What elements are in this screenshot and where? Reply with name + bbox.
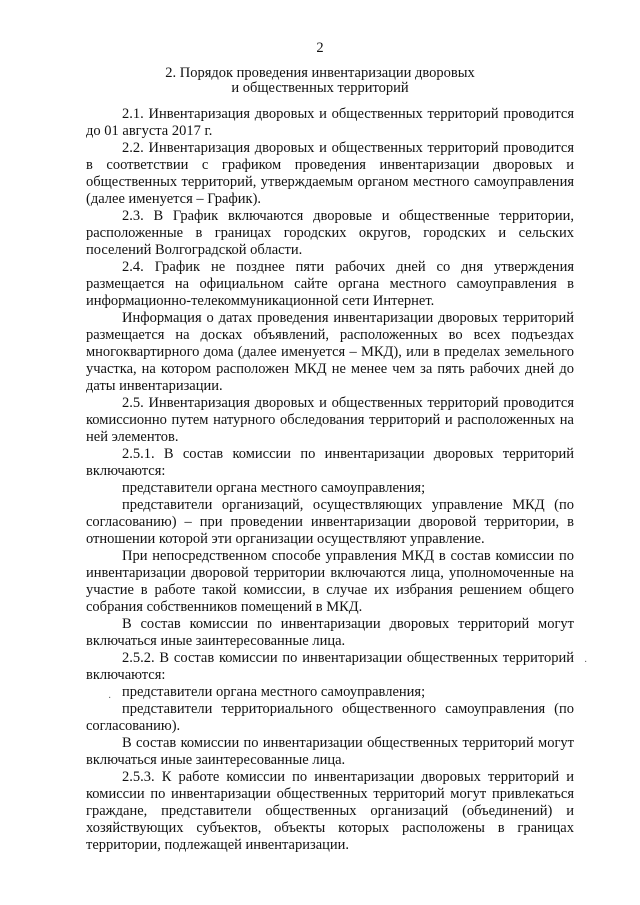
list-item-local-government: представители органа местного самоуправления; [122,480,426,496]
list-item-management-orgs: представители организаций, осуществляющих управление МКД (по согласованию) – при проведении инвентаризации дворовой территории, в отношении которой эти организации осуществляют управление. [86,497,574,547]
paragraph-2-2: 2.2. Инвентаризация дворовых и общественных территорий проводится в соответствии с графиком проведения инвентаризации дворовых и общественных территорий, утверждаемым органом местного самоуправления (далее именуется – График). [86,140,574,207]
section-heading-line-2: и общественных территорий [231,80,409,96]
paragraph-2-5-3: 2.5.3. К работе комиссии по инвентаризации дворовых территорий и комиссии по инвентаризации общественных территорий могут привлекаться граждане, представители общественных организаций (объединений) и хозяйствующих субъектов, объекты которых расположены в границах территории, подлежащей инвентаризации. [86,769,574,853]
paragraph-2-4: 2.4. График не позднее пяти рабочих дней со дня утверждения размещается на официальном сайте органа местного самоуправления в информационно-телекоммуникационной сети Интернет. [86,259,574,309]
scan-speck: · [108,693,112,704]
paragraph-2-5-2: 2.5.2. В состав комиссии по инвентаризации общественных территорий включаются: [86,650,574,683]
paragraph-direct-management: При непосредственном способе управления МКД в состав комиссии по инвентаризации дворовой территории включаются лица, уполномоченные на участие в работе такой комиссии, в случае их избрания решением общего собрания собственников помещений в МКД. [86,548,574,615]
paragraph-info-dates: Информация о датах проведения инвентаризации дворовых территорий размещается на досках объявлений, расположенных во всех подъездах многоквартирного дома (далее именуется – МКД), или в пределах земельного участка, на котором расположен МКД не менее чем за пять рабочих дней до даты инвентаризации. [86,310,574,394]
section-heading [0,66,640,96]
paragraph-2-3: 2.3. В График включаются дворовые и общественные территории, расположенные в границах городских округов, городских и сельских поселений Волгоградской области. [86,208,574,258]
paragraph-2-5: 2.5. Инвентаризация дворовых и общественных территорий проводится комиссионно путем натурного обследования территорий и расположенных на ней элементов. [86,395,574,445]
scan-speck: · [584,657,588,668]
list-item-tos: представители территориального общественного самоуправления (по согласованию). [86,701,574,734]
section-heading-line-1: 2. Порядок проведения инвентаризации дворовых [165,65,475,81]
paragraph-2-1: 2.1. Инвентаризация дворовых и общественных территорий проводится до 01 августа 2017 г. [86,106,574,139]
paragraph-2-5-1: 2.5.1. В состав комиссии по инвентаризации дворовых территорий включаются: [86,446,574,479]
document-body [86,106,574,854]
paragraph-other-persons-public: В состав комиссии по инвентаризации общественных территорий могут включаться иные заинтересованные лица. [86,735,574,768]
paragraph-other-persons-yard: В состав комиссии по инвентаризации дворовых территорий могут включаться иные заинтересованные лица. [86,616,574,649]
list-item-local-government-2: представители органа местного самоуправления; [122,684,426,700]
page-number: 2 [316,40,324,56]
